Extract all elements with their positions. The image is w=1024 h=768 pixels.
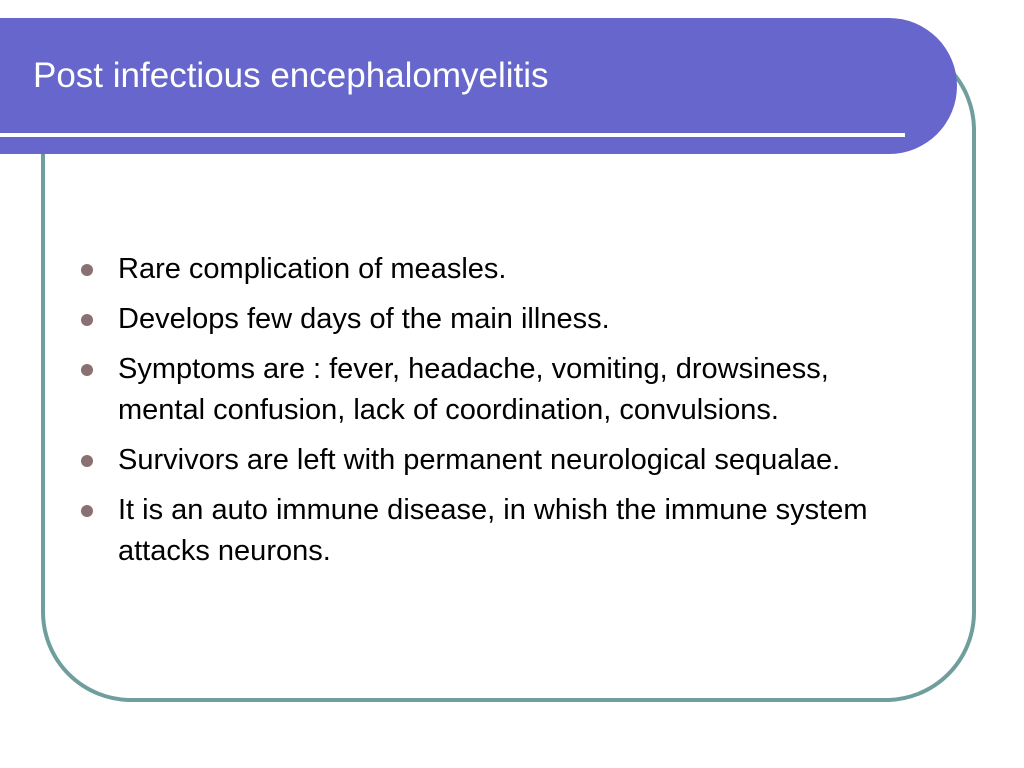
bullet-item xyxy=(77,299,907,340)
bullet-item xyxy=(77,349,907,431)
bullet-dot-icon xyxy=(81,264,93,276)
bullet-dot-icon xyxy=(81,364,93,376)
title-underline xyxy=(0,133,905,137)
bullet-dot-icon xyxy=(81,505,93,517)
bullet-item xyxy=(77,490,907,572)
bullet-text: Symptoms are : fever, headache, vomiting, drowsiness, mental confusion, lack of coordination, convulsions. xyxy=(118,353,829,426)
bullet-text: Survivors are left with permanent neurological sequalae. xyxy=(118,444,841,476)
bullet-item xyxy=(77,440,907,481)
bullet-text: Develops few days of the main illness. xyxy=(118,303,610,335)
bullet-dot-icon xyxy=(81,314,93,326)
bullet-list xyxy=(77,249,907,581)
bullet-text: Rare complication of measles. xyxy=(118,253,507,285)
bullet-item xyxy=(77,249,907,290)
slide-title: Post infectious encephalomyelitis xyxy=(33,56,549,95)
bullet-text: It is an auto immune disease, in whish the immune system attacks neurons. xyxy=(118,494,868,567)
bullet-dot-icon xyxy=(81,455,93,467)
